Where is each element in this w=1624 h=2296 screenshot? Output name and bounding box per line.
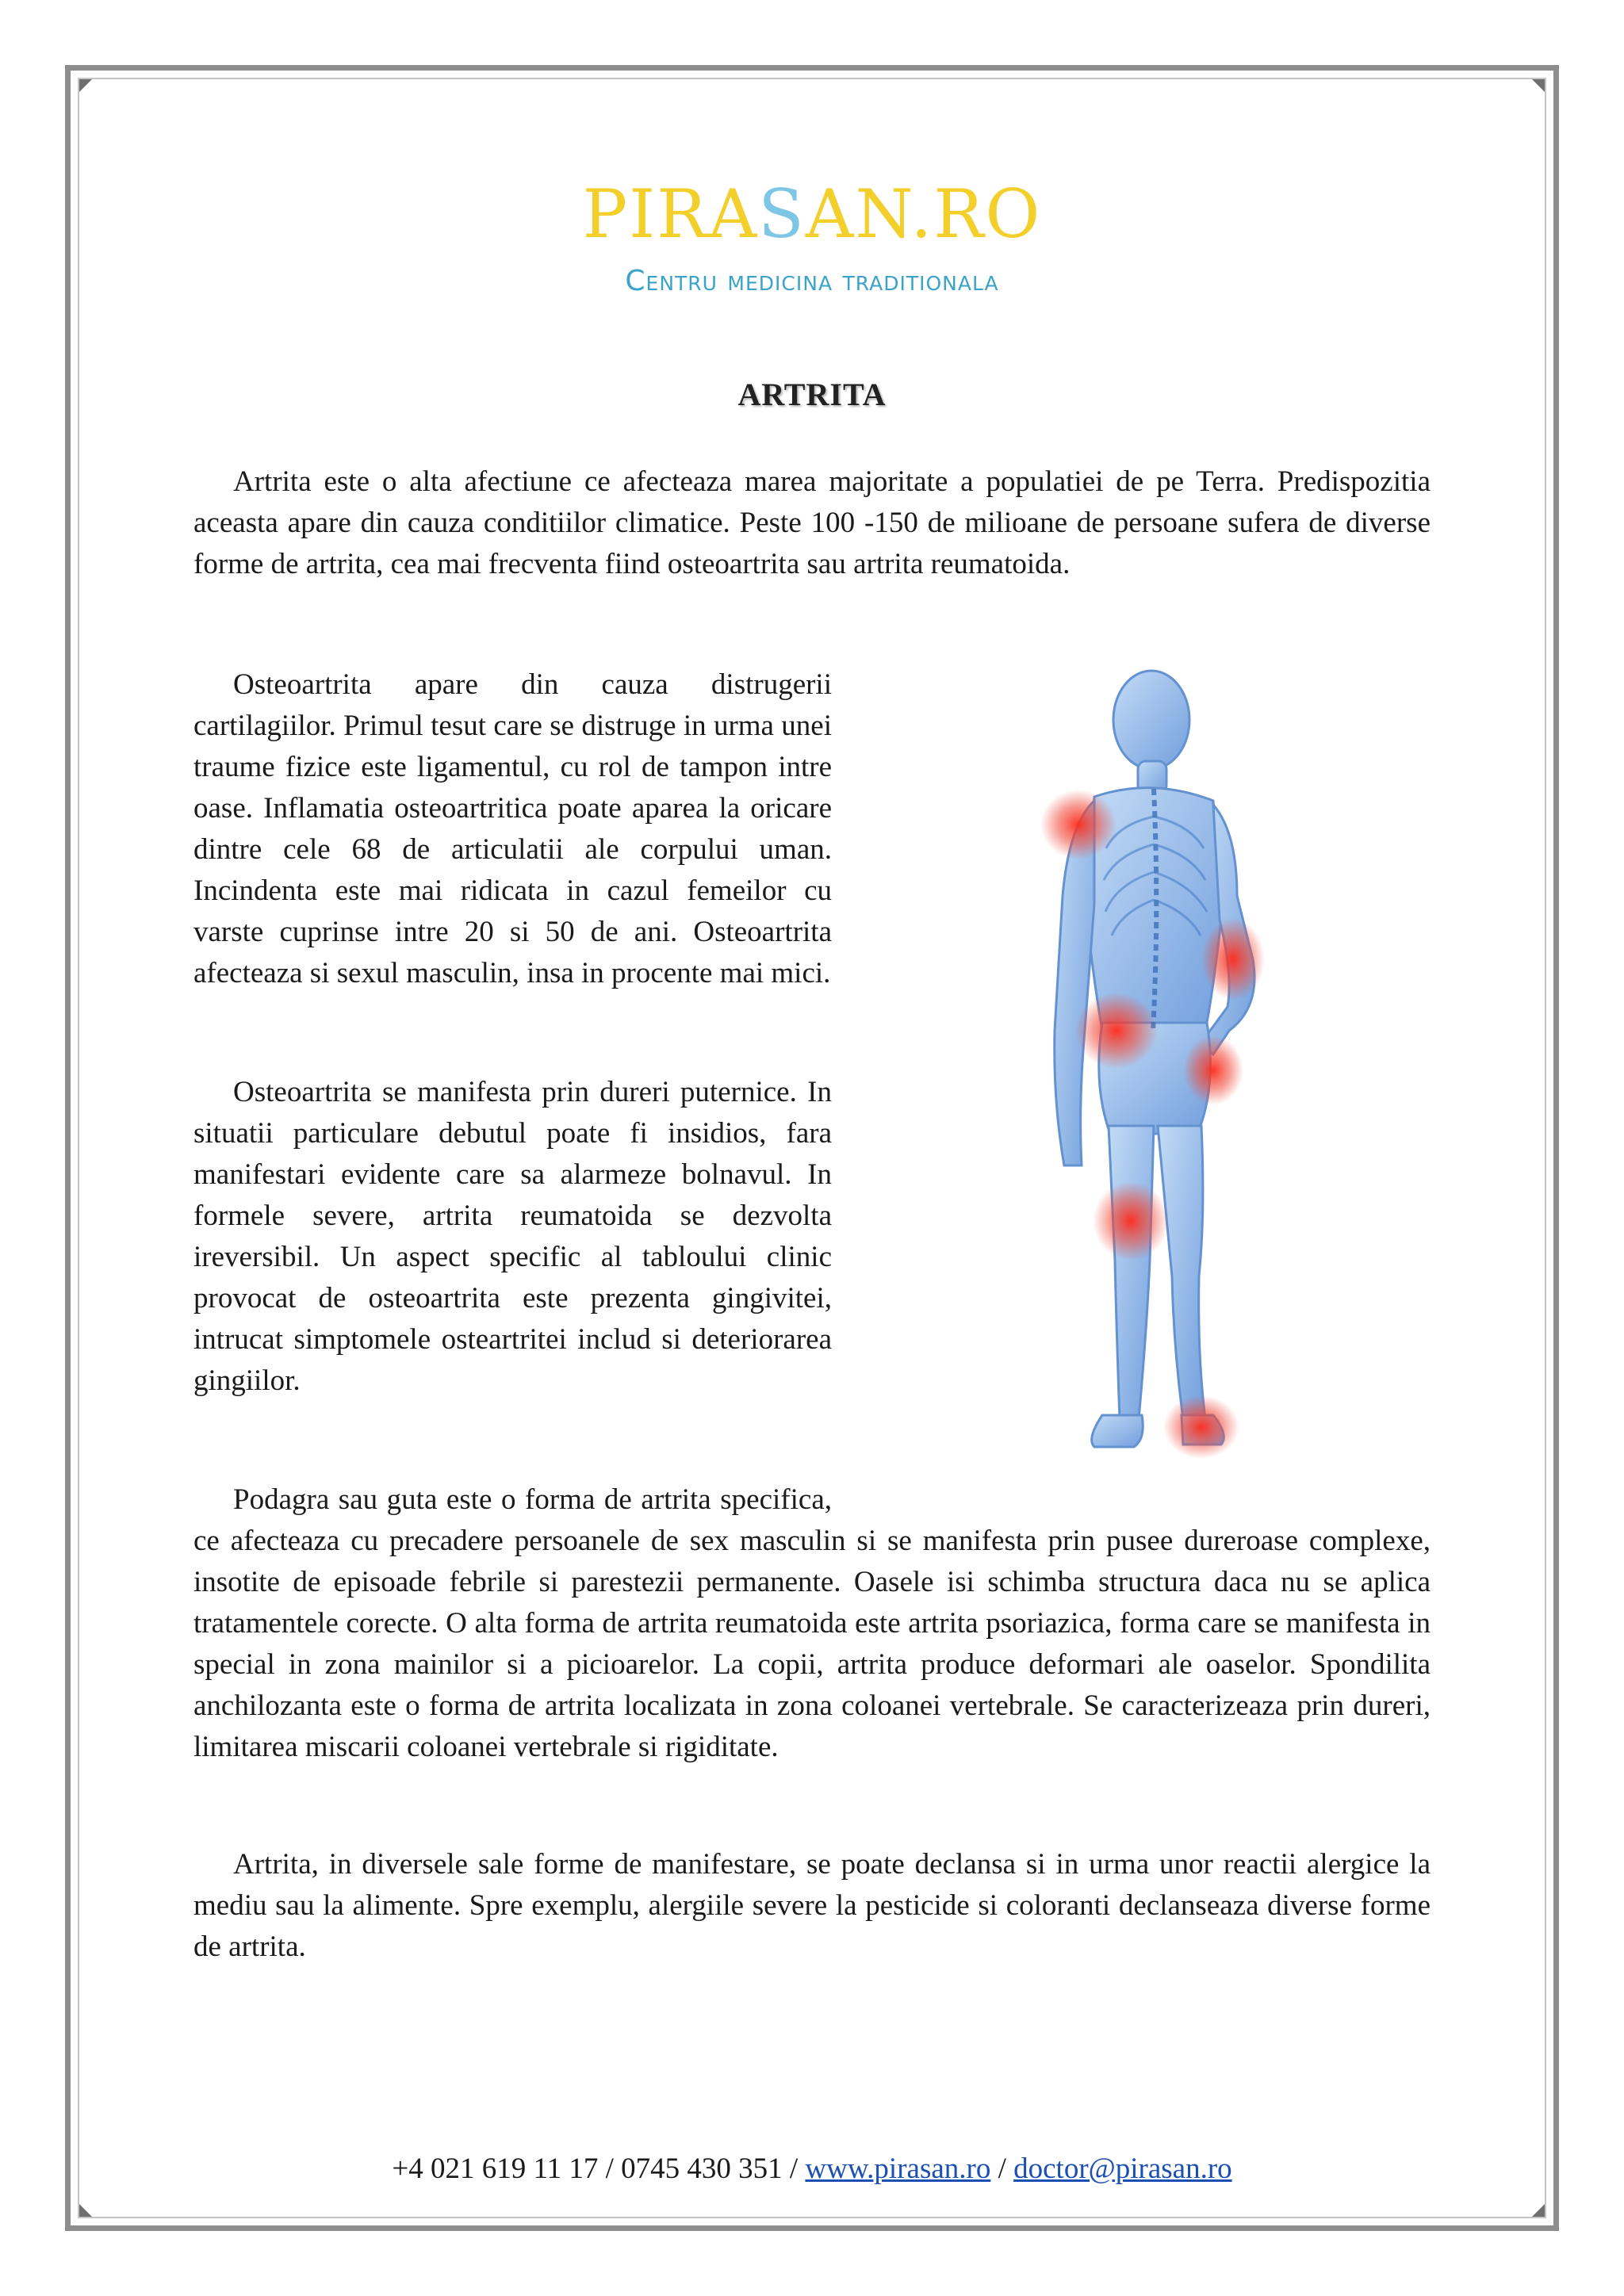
email-link[interactable]: doctor@pirasan.ro: [1013, 2152, 1232, 2185]
logo-text-part: S: [758, 175, 806, 253]
paragraph-text: Podagra sau guta este o forma de artrita specifica, ce afecteaza cu precadere persoanele de sex masculin si se manifesta prin pusee dureroase complexe, insotite de episoade febrile si parestezii permanente. Oasele isi schimba structura daca nu se aplica tratamentele corecte. O alta forma de artrita reumatoida este artrita psoriazica, forma care se manifesta in special in zona mainilor si a picioarelor. La copii, artrita produce deformari ale oaselor. Spondilita anchilozanta este o forma de artrita localizata in zona coloanei vertebrale. Se caracterizeaza prin dureri, limitarea miscarii coloanei vertebrale si rigiditate.: [193, 1483, 1431, 1763]
footer-phones: +4 021 619 11 17 / 0745 430 351 /: [392, 2152, 799, 2185]
corner-ornament: [1532, 2204, 1545, 2217]
paragraph: [193, 1479, 1431, 1768]
logo: [0, 175, 1624, 253]
document-title: ARTRITA: [737, 377, 887, 412]
logo-tagline: Centru medicina traditionala: [625, 265, 999, 297]
logo-text-part: AN.RO: [805, 175, 1042, 253]
paragraph: Osteoartrita apare din cauza distrugerii cartilagiilor. Primul tesut care se distruge in urma unei traume fizice este ligamentul, cu rol de tampon intre oase. Inflamatia osteoartritica poate aparea la oricare dintre cele 68 de articulatii ale corpului uman. Incindenta este mai ridicata in cazul femeilor cu varste cuprinse intre 20 si 50 de ani. Osteoartrita afecteaza si sexul masculin, insa in procente mai mici.: [193, 668, 832, 989]
footer-separator: /: [998, 2152, 1006, 2185]
logo-text-part: PIRA: [582, 175, 759, 253]
paragraph: Osteoartrita se manifesta prin dureri puternice. In situatii particulare debutul poate fi insidios, fara manifestari evidente care sa alarmeze bolnavul. In formele severe, artrita reumatoida se dezvolta ireversibil. Un aspect specific al tabloului clinic provocat de osteoartrita este prezenta gingivitei, intrucat simptomele osteartritei includ si deteriorarea gingiilor.: [193, 1076, 832, 1397]
paragraph: Artrita este o alta afectiune ce afecteaza marea majoritate a populatiei de pe Terra. Predispozitia aceasta apare din cauza conditiilor climatice. Peste 100 -150 de milioane de persoane sufera de diverse forme de artrita, cea mai frecventa fiind osteoartrita sau artrita reumatoida.: [193, 465, 1431, 580]
corner-ornament: [79, 2204, 92, 2217]
contact-footer: [0, 2152, 1624, 2186]
paragraph: Artrita, in diversele sale forme de manifestare, se poate declansa si in urma unor reactii alergice la mediu sau la alimente. Spre exemplu, alergiile severe la pesticide si coloranti declanseaza diverse forme de artrita.: [193, 1848, 1431, 1963]
corner-ornament: [79, 79, 92, 92]
corner-ornament: [1532, 79, 1545, 92]
website-link[interactable]: www.pirasan.ro: [805, 2152, 991, 2185]
skeleton-joint-pain-icon: [975, 658, 1324, 1490]
human-skeleton-illustration: [975, 658, 1324, 1490]
